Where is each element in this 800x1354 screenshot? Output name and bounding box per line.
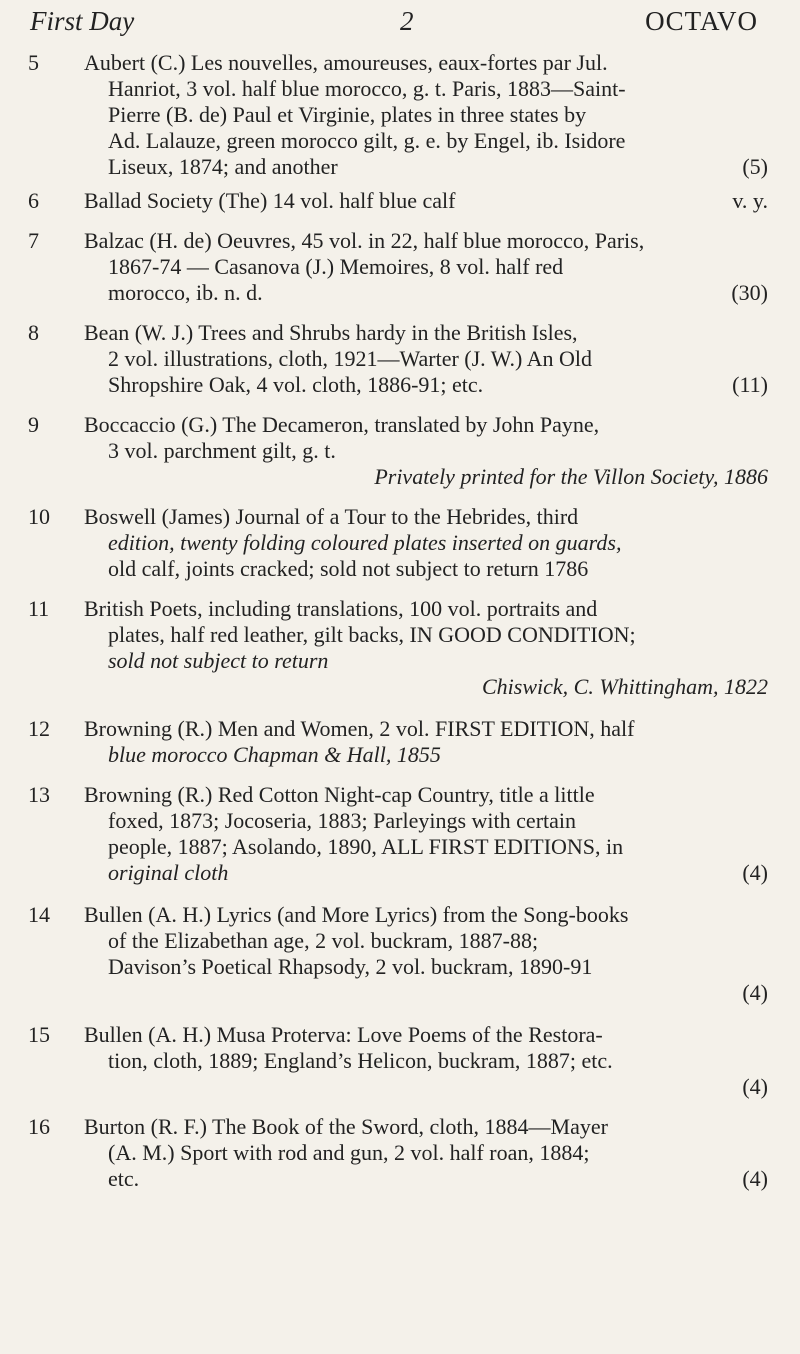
- lot-number: 7: [28, 228, 39, 253]
- lot-line: British Poets, including translations, 100 vol. portraits and: [84, 596, 598, 621]
- lot-line: Aubert (C.) Les nouvelles, amoureuses, eaux-fortes par Jul.: [84, 50, 608, 75]
- lot-line: Ad. Lalauze, green morocco gilt, g. e. by Engel, ib. Isidore: [108, 128, 626, 153]
- lot-line: Shropshire Oak, 4 vol. cloth, 1886-91; etc.: [108, 372, 484, 397]
- lot-line: Privately printed for the Villon Society, 1886: [374, 464, 768, 489]
- lot-line: Boccaccio (G.) The Decameron, translated by John Payne,: [84, 412, 600, 437]
- lot-line: etc.: [108, 1166, 140, 1191]
- lot-line: Bullen (A. H.) Musa Proterva: Love Poems of the Restora-: [84, 1022, 603, 1047]
- lot-price: (4): [742, 860, 768, 885]
- lot-line: Ballad Society (The) 14 vol. half blue calf: [84, 188, 456, 213]
- lot-line: Hanriot, 3 vol. half blue morocco, g. t. Paris, 1883—Saint-: [108, 76, 626, 101]
- lot-price: (11): [732, 372, 768, 397]
- lot-number: 10: [28, 504, 50, 529]
- lot-number: 11: [28, 596, 50, 621]
- page-number: 2: [400, 6, 414, 36]
- page-header: [30, 6, 758, 42]
- lot-number: 12: [28, 716, 50, 741]
- lot-line: Browning (R.) Men and Women, 2 vol. FIRST EDITION, half: [84, 716, 635, 741]
- lot-line: Bean (W. J.) Trees and Shrubs hardy in the British Isles,: [84, 320, 578, 345]
- header-day: First Day: [30, 6, 135, 36]
- lot-number: 15: [28, 1022, 50, 1047]
- lot-line: plates, half red leather, gilt backs, IN GOOD CONDITION;: [108, 622, 636, 647]
- lot-line: Bullen (A. H.) Lyrics (and More Lyrics) from the Song-books: [84, 902, 629, 927]
- lot-line: Davison’s Poetical Rhapsody, 2 vol. buckram, 1890-91: [108, 954, 593, 979]
- lot-price: (5): [742, 154, 768, 179]
- lot-line: old calf, joints cracked; sold not subject to return 1786: [108, 556, 589, 581]
- lot-line: blue morocco Chapman & Hall, 1855: [108, 742, 441, 767]
- lot-number: 13: [28, 782, 50, 807]
- lot-line: edition, twenty folding coloured plates inserted on guards,: [108, 530, 622, 555]
- lot-price: (30): [731, 280, 768, 305]
- lot-number: 14: [28, 902, 50, 927]
- lot-line: Balzac (H. de) Oeuvres, 45 vol. in 22, half blue morocco, Paris,: [84, 228, 645, 253]
- lot-line: of the Elizabethan age, 2 vol. buckram, 1887-88;: [108, 928, 539, 953]
- lot-line: morocco, ib. n. d.: [108, 280, 263, 305]
- lot-price: v. y.: [732, 188, 768, 213]
- lot-line: (A. M.) Sport with rod and gun, 2 vol. half roan, 1884;: [108, 1140, 590, 1165]
- lot-line: original cloth: [108, 860, 229, 885]
- lot-line: Chiswick, C. Whittingham, 1822: [482, 674, 768, 699]
- lot-number: 8: [28, 320, 39, 345]
- lot-price: (4): [742, 1074, 768, 1099]
- lot-line: Burton (R. F.) The Book of the Sword, cloth, 1884—Mayer: [84, 1114, 608, 1139]
- lot-line: tion, cloth, 1889; England’s Helicon, buckram, 1887; etc.: [108, 1048, 613, 1073]
- lot-number: 5: [28, 50, 39, 75]
- lot-number: 9: [28, 412, 39, 437]
- lot-number: 6: [28, 188, 39, 213]
- lot-line: Liseux, 1874; and another: [108, 154, 338, 179]
- header-format: OCTAVO: [645, 6, 758, 36]
- lot-price: (4): [742, 980, 768, 1005]
- lot-line: 3 vol. parchment gilt, g. t.: [108, 438, 336, 463]
- lot-line: Browning (R.) Red Cotton Night-cap Country, title a little: [84, 782, 595, 807]
- lot-line: Pierre (B. de) Paul et Virginie, plates in three states by: [108, 102, 587, 127]
- lot-line: people, 1887; Asolando, 1890, ALL FIRST EDITIONS, in: [108, 834, 624, 859]
- lot-line: 1867-74 — Casanova (J.) Memoires, 8 vol. half red: [108, 254, 564, 279]
- lot-line: Boswell (James) Journal of a Tour to the Hebrides, third: [84, 504, 579, 529]
- lot-line: 2 vol. illustrations, cloth, 1921—Warter (J. W.) An Old: [108, 346, 593, 371]
- lot-number: 16: [28, 1114, 50, 1139]
- lot-line: foxed, 1873; Jocoseria, 1883; Parleyings with certain: [108, 808, 577, 833]
- lot-line: sold not subject to return: [108, 648, 329, 673]
- lot-price: (4): [742, 1166, 768, 1191]
